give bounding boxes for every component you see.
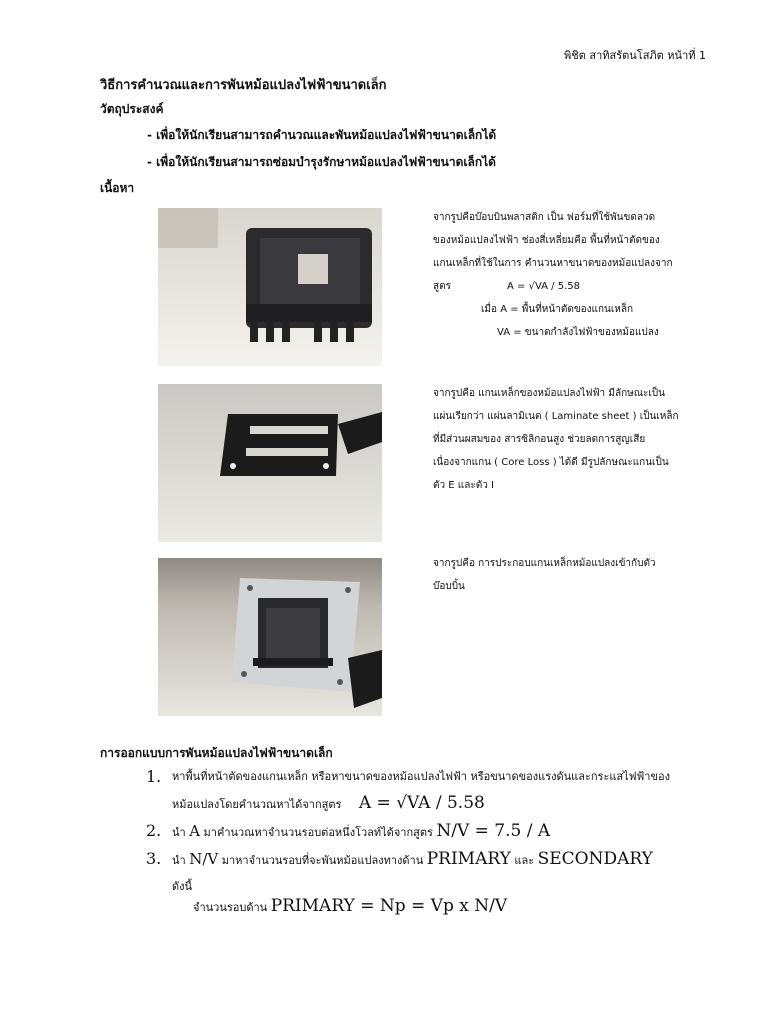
- description-line: ของหม้อแปลงไฟฟ้า ช่องสี่เหลี่ยมคือ พื้นที่หน้าตัดของ: [433, 235, 660, 246]
- description-line: เนื่องจากแกน ( Core Loss ) ได้ดี มีรูปลักษณะแกนเป็น: [433, 457, 669, 468]
- objective-item: - เพื่อให้นักเรียนสามารถซ่อมบำรุงรักษาหม้อแปลงไฟฟ้าขนาดเล็กได้: [147, 155, 496, 169]
- bobbin-description: [433, 206, 713, 344]
- bobbin-photo: [158, 208, 382, 366]
- lamination-description: [433, 382, 713, 497]
- secondary-term: SECONDARY: [537, 849, 653, 869]
- content-heading: เนื้อหา: [100, 181, 135, 195]
- description-line: จากรูปคือบ๊อบบินพลาสติก เป็น ฟอร์มที่ใช้พันขดลวด: [433, 212, 656, 223]
- primary-turns-line: [193, 896, 507, 916]
- design-step-2: [146, 818, 716, 846]
- description-line: แกนเหล็กที่ใช้ในการ คำนวนหาขนาดของหม้อแปลงจาก: [433, 258, 673, 269]
- primary-turns-formula: PRIMARY = Np = Vp x N/V: [270, 896, 508, 916]
- step-number: 1.: [146, 767, 162, 786]
- description-line: ที่มีส่วนผสมของ สารซิลิกอนสูง ช่วยลดการสูญเสีย: [433, 434, 646, 445]
- formula-label: สูตร: [433, 281, 451, 292]
- area-formula: A = √VA / 5.58: [507, 281, 580, 292]
- design-steps: [146, 764, 716, 900]
- step-text: มาคำนวณหาจำนวนรอบต่อหนึ่งโวลท์ได้จากสูตร: [203, 826, 433, 839]
- step-variable: N/V: [189, 850, 219, 868]
- description-line: บ๊อบบิ้น: [433, 581, 465, 592]
- step-text: และ: [514, 854, 535, 867]
- objective-item: - เพื่อให้นักเรียนสามารถคำนวณและพันหม้อแปลงไฟฟ้าขนาดเล็กได้: [147, 128, 497, 142]
- step-text: นำ: [172, 854, 186, 867]
- step-text-line2: [172, 790, 716, 818]
- turns-per-volt-formula: N/V = 7.5 / A: [436, 821, 551, 841]
- area-formula: A = √VA / 5.58: [358, 793, 485, 813]
- step-variable: A: [189, 822, 201, 840]
- description-line: แผ่นเรียกว่า แผ่นลามิเนต ( Laminate sheet ) เป็นเหล็ก: [433, 411, 679, 422]
- assembled-core-photo: [158, 558, 382, 716]
- page-header: พิชิต สาทิสรัตนโสภิต หน้าที่ 1: [564, 49, 706, 62]
- formula-row: [433, 275, 713, 298]
- lamination-photo: [158, 384, 382, 542]
- step-text: นำ: [172, 826, 186, 839]
- description-line: จากรูปคือ การประกอบแกนเหล็กหม้อแปลงเข้ากับตัว: [433, 558, 656, 569]
- step-text: หม้อแปลงโดยคำนวณหาได้จากสูตร: [172, 798, 342, 811]
- description-line: จากรูปคือ แกนเหล็กของหม้อแปลงไฟฟ้า มีลักษณะเป็น: [433, 388, 665, 399]
- description-line: ตัว E และตัว I: [433, 480, 494, 491]
- design-step-3: [146, 846, 716, 900]
- step-text: มาหาจำนวนรอบที่จะพันหม้อแปลงทางด้าน: [221, 854, 424, 867]
- design-heading: การออกแบบการพันหม้อแปลงไฟฟ้าขนาดเล็ก: [100, 746, 333, 760]
- step-number: 2.: [146, 821, 162, 840]
- objectives-heading: วัตถุประสงค์: [100, 102, 164, 116]
- step-number: 3.: [146, 849, 162, 868]
- formula-definition-a: เมื่อ A = พื้นที่หน้าตัดของแกนเหล็ก: [481, 304, 634, 315]
- design-step-1: [146, 764, 716, 818]
- primary-turns-label: จำนวนรอบด้าน: [193, 901, 268, 914]
- formula-definition-va: VA = ขนาดกำลังไฟฟ้าของหม้อแปลง: [497, 327, 659, 338]
- primary-term: PRIMARY: [426, 849, 511, 869]
- step-text: หาพื้นที่หน้าตัดของแกนเหล็ก หรือหาขนาดของหม้อแปลงไฟฟ้า หรือขนาดของแรงดันและกระแสไฟฟ้าของ: [172, 770, 670, 783]
- document-title: วิธีการคำนวณและการพันหม้อแปลงไฟฟ้าขนาดเล็ก: [100, 78, 387, 93]
- step-text: ดังนี้: [172, 880, 193, 893]
- assembly-description: [433, 552, 713, 598]
